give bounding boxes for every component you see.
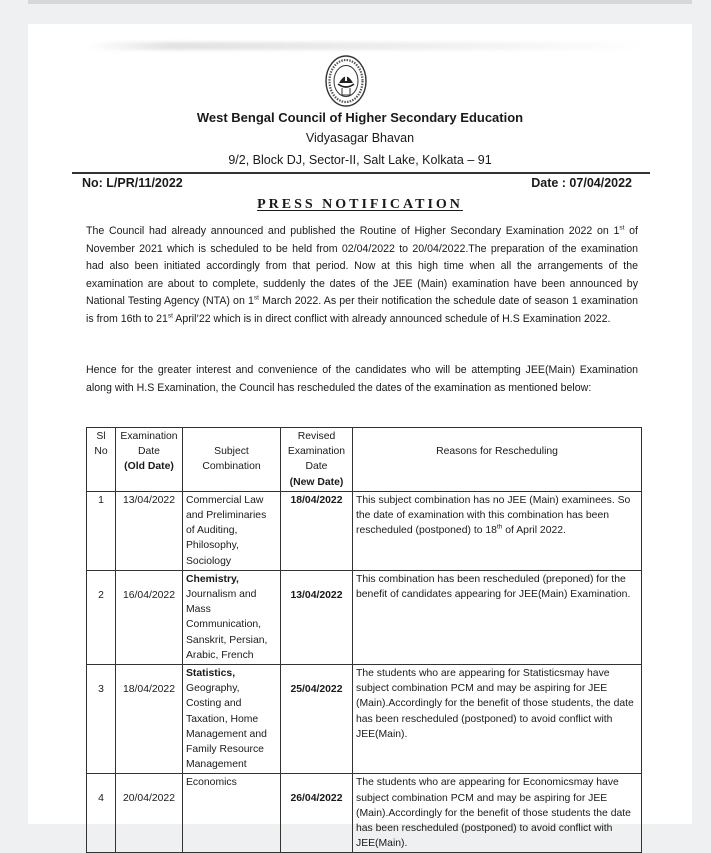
header-text: Revised	[297, 431, 336, 442]
cell-old-date: 16/04/2022	[116, 570, 183, 664]
cell-old-date: 13/04/2022	[116, 491, 183, 570]
cell-old-date: 18/04/2022	[116, 665, 183, 774]
para-text: The Council had already announced and published the Routine of Higher Secondary Examination 2022 on 1	[86, 225, 620, 237]
cell-sl: 2	[87, 570, 116, 664]
header-text: Subject Combination	[202, 446, 261, 473]
cell-new-date: 13/04/2022	[281, 570, 353, 664]
header-text: Date	[138, 446, 160, 458]
organization-address: 9/2, Block DJ, Sector-II, Salt Lake, Kolkata – 91	[228, 153, 492, 167]
reason-text: This combination has been rescheduled (preponed) for the benefit of candidates appearing for JEE(Main) Examination.	[356, 573, 631, 601]
reason-text: The students who are appearing for Statisticsmay have subject combination PCM and may be aspiring for JEE (Main).Accordingly for the benefit of those students, the date has been rescheduled (postponed) to avoid conflict with JEE(Main).	[356, 668, 634, 740]
cell-sl: 3	[87, 665, 116, 774]
cell-subject	[183, 665, 281, 774]
table-header-row	[87, 428, 642, 492]
table-row	[87, 570, 642, 664]
cell-sl: 1	[87, 491, 116, 570]
document-heading	[28, 197, 692, 213]
subject-text: Economics	[186, 777, 237, 789]
viewer-top-bar	[28, 0, 692, 4]
schedule-table	[86, 427, 642, 853]
reason-text: This subject combination has no JEE (Main) examinees. So the date of examination with this combination has been rescheduled (postponed) to 18	[356, 494, 631, 537]
header-text: Sl	[96, 431, 106, 442]
heading-text: PRESS NOTIFICATION	[257, 197, 463, 212]
subject-text: Journalism and Mass Communication, Sanskrit, Persian, Arabic, French	[186, 589, 268, 661]
cell-reason	[353, 665, 642, 774]
header-text: (Old Date)	[124, 461, 174, 473]
header-old-date	[116, 428, 183, 492]
paragraph-rescheduling: Hence for the greater interest and convenience of the candidates who will be attempting JEE(Main) Examination along with H.S Examination, the Council has rescheduled the dates of the examination as mentioned below:	[86, 364, 638, 394]
reason-text: The students who are appearing for Economicsmay have subject combination PCM and may be aspiring for JEE (Main).Accordingly for the benefit of those students the date has been rescheduled (postponed) to avoid conflict with JEE(Main).	[356, 777, 631, 850]
header-new-date	[281, 428, 353, 492]
cell-sl: 4	[87, 774, 116, 853]
ordinal-suffix: st	[619, 224, 625, 232]
subject-bold: Statistics,	[186, 668, 236, 680]
ordinal-suffix: th	[496, 523, 503, 531]
cell-subject	[183, 774, 281, 853]
cell-new-date: 25/04/2022	[281, 665, 353, 774]
cell-new-date: 26/04/2022	[281, 774, 353, 853]
cell-subject	[183, 570, 281, 664]
scan-artifact	[88, 42, 648, 50]
subject-text: Geography, Costing and Taxation, Home Management and Family Resource Management	[186, 683, 267, 771]
header-text: Date	[305, 461, 328, 473]
reference-date: Date : 07/04/2022	[531, 176, 632, 190]
header-reason	[353, 428, 642, 492]
header-text: (New Date)	[289, 476, 344, 488]
cell-subject	[183, 491, 281, 570]
ordinal-suffix: st	[167, 312, 173, 320]
header-subject	[183, 428, 281, 492]
para-text: April’22 which is in direct conflict with already announced schedule of H.S Examination 2022.	[172, 312, 611, 325]
cell-old-date: 20/04/2022	[116, 774, 183, 853]
para-text: March 2022. As per their notification the schedule date of season 1 examination is from 16th to 21	[86, 295, 638, 325]
table-row	[87, 665, 642, 774]
table-row	[87, 774, 642, 853]
header-text: Examination	[287, 446, 346, 458]
cell-reason	[353, 491, 642, 570]
cell-reason	[353, 570, 642, 664]
subject-text: Commercial Law and Preliminaries of Auditing, Philosophy, Sociology	[186, 494, 267, 567]
reference-number: No: L/PR/11/2022	[82, 176, 183, 190]
document-page	[28, 24, 692, 850]
header-sl-no	[87, 428, 116, 492]
header-text: No	[94, 446, 108, 458]
paragraph-background	[86, 223, 638, 329]
organization-name: West Bengal Council of Higher Secondary Education	[196, 110, 524, 125]
header-text: Examination	[120, 431, 178, 442]
table-row	[87, 491, 642, 570]
ordinal-suffix: st	[253, 294, 259, 302]
reason-text: of April 2022.	[502, 525, 566, 537]
subject-bold: Chemistry,	[186, 573, 239, 585]
header-divider	[72, 172, 650, 174]
council-emblem-icon	[324, 54, 368, 108]
para-text: of November 2021 which is scheduled to be held from 02/04/2022 to 20/04/2022.The preparation of the examination had also been initiated accordingly from that period. Now at this high time when all the arrangements of the examination are about to complete, suddenly the dates of the JEE (Main) examination have been announced by National Testing Agency (NTA) on 1	[86, 225, 639, 308]
organization-building: Vidyasagar Bhavan	[305, 131, 415, 145]
cell-reason	[353, 774, 642, 853]
header-text: Reasons for Rescheduling	[436, 446, 558, 457]
cell-new-date: 18/04/2022	[281, 491, 353, 570]
